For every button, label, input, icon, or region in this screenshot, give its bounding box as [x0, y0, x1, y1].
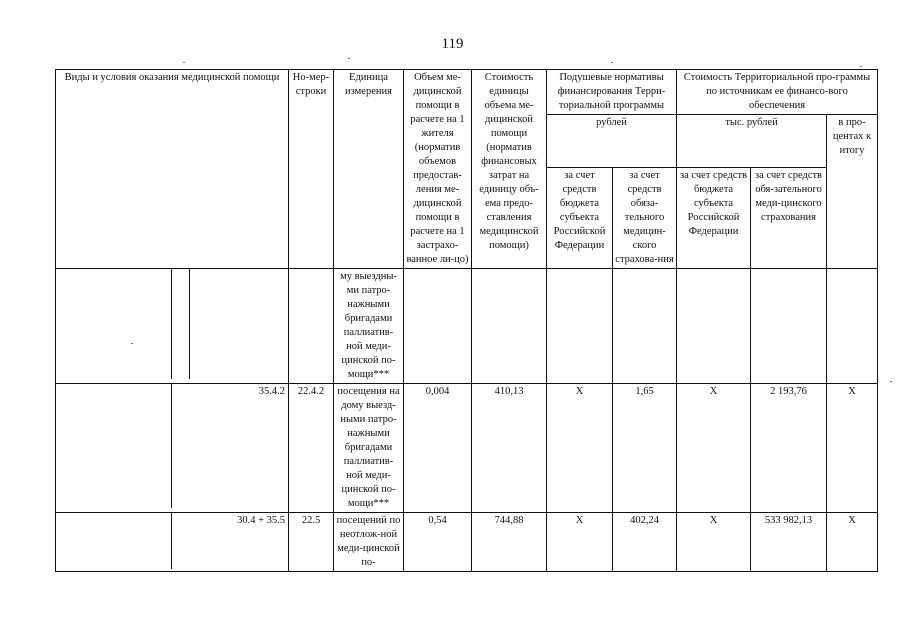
financing-table [55, 69, 878, 572]
percent-cell: X [827, 513, 878, 572]
kinds-cell [56, 269, 289, 384]
pc-oms-cell: 402,24 [613, 513, 677, 572]
header-thousand-rubles: тыс. рублей [677, 115, 827, 168]
header-kinds: Виды и условия оказания медицинской помощи [56, 70, 289, 269]
scan-speck [890, 381, 892, 382]
scan-speck [131, 343, 133, 344]
scan-speck [611, 62, 613, 63]
unit-cell: посещения на дому выезд-ными патро-нажными бригадами паллиатив-ной меди-цинской по-мощи*** [334, 384, 404, 513]
percent-cell [827, 269, 878, 384]
scan-speck [860, 66, 862, 67]
table-row [56, 269, 878, 384]
cost-cell [472, 269, 547, 384]
unit-cell: посещений по неотлож-ной меди-цинской по- [334, 513, 404, 572]
cost-cell: 410,13 [472, 384, 547, 513]
line-cell: 22.4.2 [289, 384, 334, 513]
volume-cell: 0,54 [404, 513, 472, 572]
header-pc-oms: за счет средств обяза-тельного медицин-ского страхова-ния [613, 168, 677, 269]
header-unit: Единица измерения [334, 70, 404, 269]
volume-cell: 0,004 [404, 384, 472, 513]
ref-cell [190, 269, 288, 379]
tot-oms-cell [751, 269, 827, 384]
cost-cell: 744,88 [472, 513, 547, 572]
header-row-1 [56, 70, 878, 115]
pc-budget-cell: X [547, 384, 613, 513]
header-rubles: рублей [547, 115, 677, 168]
tot-budget-cell: X [677, 384, 751, 513]
pc-budget-cell: X [547, 513, 613, 572]
volume-cell [404, 269, 472, 384]
tot-budget-cell: X [677, 513, 751, 572]
kinds-cell [56, 384, 289, 513]
unit-cell: му выездны-ми патро-нажными бригадами паллиатив-ной меди-цинской по-мощи*** [334, 269, 404, 384]
header-percent: в про-центах к итогу [827, 115, 878, 269]
kinds-cell [56, 513, 289, 572]
table-row [56, 384, 878, 513]
header-per-capita: Подушевые нормативы финансирования Терри-ториальной программы [547, 70, 677, 115]
tot-oms-cell: 2 193,76 [751, 384, 827, 513]
line-cell [289, 269, 334, 384]
pc-budget-cell [547, 269, 613, 384]
pc-oms-cell: 1,65 [613, 384, 677, 513]
pc-oms-cell [613, 269, 677, 384]
tot-budget-cell [677, 269, 751, 384]
scan-speck [348, 58, 350, 59]
header-volume: Объем ме-дицинской помощи в расчете на 1 жителя (норматив объемов предостав-ления ме-дицинской помощи в расчете на 1 застрахо-ванное ли-цо) [404, 70, 472, 269]
header-pc-budget: за счет средств бюджета субъекта Российской Федерации [547, 168, 613, 269]
ref-cell: 30.4 + 35.5 [237, 515, 285, 526]
page-number: 119 [441, 36, 464, 52]
line-cell: 22.5 [289, 513, 334, 572]
percent-cell: X [827, 384, 878, 513]
ref-cell: 35.4.2 [258, 386, 285, 397]
header-cost: Стоимость единицы объема ме-дицинской помощи (норматив финансовых затрат на единицу объ-ема предо-ставления медицинской помощи) [472, 70, 547, 269]
header-tot-oms: за счет средств обя-зательного меди-цинского страхования [751, 168, 827, 269]
header-line-number: Но-мер-строки [289, 70, 334, 269]
header-tot-budget: за счет средств бюджета субъекта Российской Федерации [677, 168, 751, 269]
scan-speck [183, 62, 185, 63]
tot-oms-cell: 533 982,13 [751, 513, 827, 572]
header-program-cost: Стоимость Территориальной про-граммы по источникам ее финансо-вого обеспечения [677, 70, 878, 115]
table-row [56, 513, 878, 572]
